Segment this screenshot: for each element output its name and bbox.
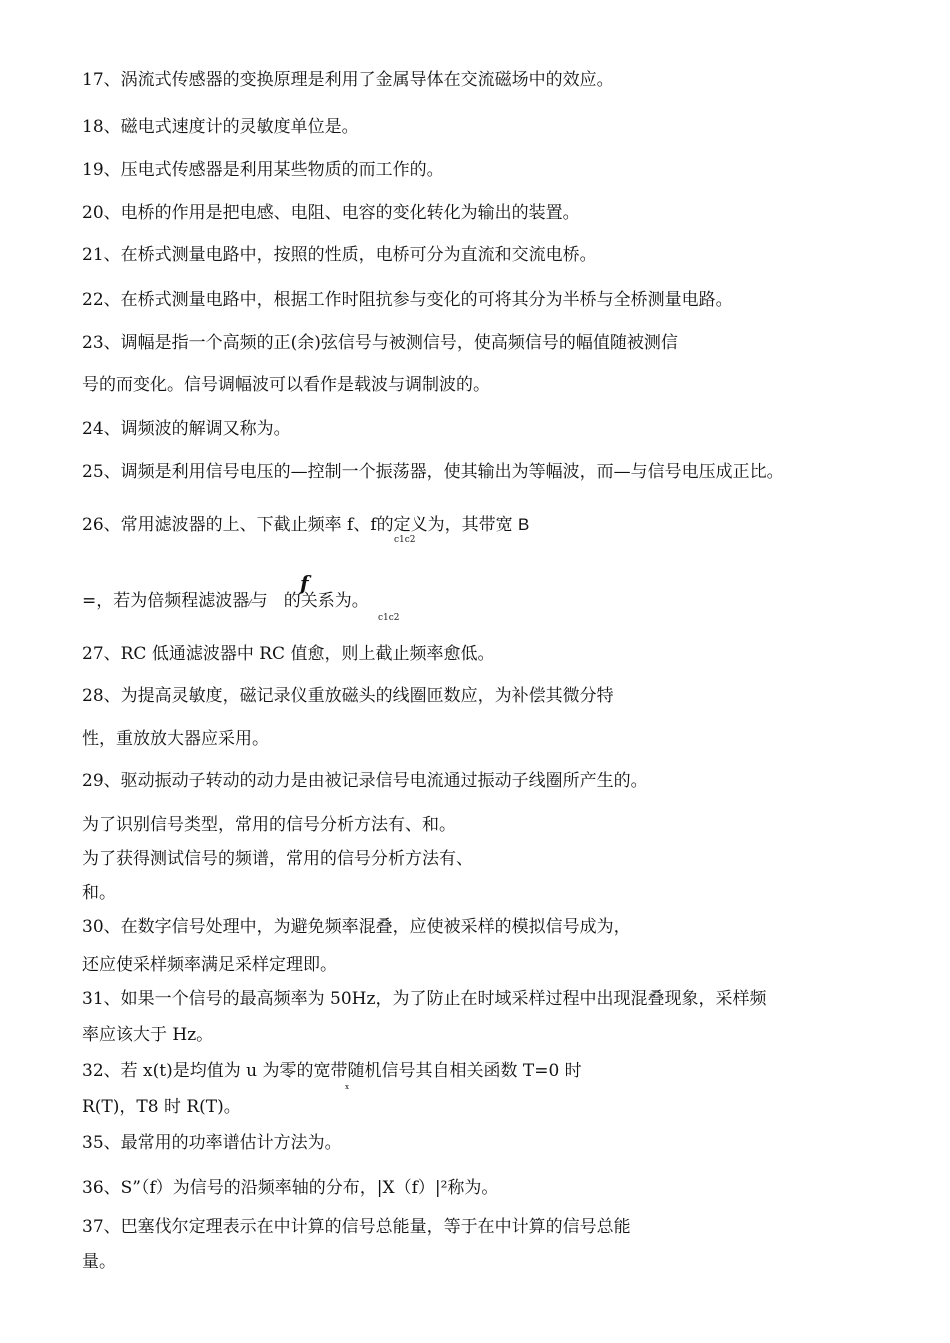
question-23-line-2: 号的而变化。信号调幅波可以看作是载波与调制波的。	[82, 375, 490, 395]
question-26-line-1	[82, 514, 529, 536]
question-35: 35、最常用的功率谱估计方法为。	[82, 1133, 342, 1153]
bandwidth-symbol: B	[518, 515, 530, 534]
paragraph-spectrum-line-1: 为了获得测试信号的频谱，常用的信号分析方法有、	[82, 849, 473, 869]
question-28-line-1: 28、为提高灵敏度，磁记录仪重放磁头的线圈匝数应，为补偿其微分特	[82, 686, 614, 706]
q26-line2-post: 的关系为。	[283, 591, 369, 611]
question-22: 22、在桥式测量电路中，根据工作时阻抗参与变化的可将其分为半桥与全桥测量电路。	[82, 290, 733, 310]
question-17: 17、涡流式传感器的变换原理是利用了金属导体在交流磁场中的效应。	[82, 70, 614, 90]
question-24: 24、调频波的解调又称为。	[82, 419, 291, 439]
question-28-line-2: 性，重放放大器应采用。	[82, 729, 269, 749]
question-32-line-1: 32、若 x(t)是均值为 u 为零的宽带随机信号其自相关函数 T=0 时	[82, 1061, 582, 1081]
question-25: 25、调频是利用信号电压的—控制一个振荡器，使其输出为等幅波，而—与信号电压成正比。	[82, 462, 784, 482]
question-37-line-2: 量。	[82, 1252, 116, 1272]
paragraph-spectrum-line-2: 和。	[82, 883, 116, 903]
question-30-line-2: 还应使采样频率满足采样定理即。	[82, 955, 337, 975]
question-18: 18、磁电式速度计的灵敏度单位是。	[82, 117, 359, 137]
question-20: 20、电桥的作用是把电感、电阻、电容的变化转化为输出的装置。	[82, 203, 580, 223]
question-26-line-2	[82, 590, 369, 615]
cutoff-subscript-1: c1c2	[394, 535, 416, 545]
question-30-line-1: 30、在数字信号处理中，为避免频率混叠，应使被采样的模拟信号成为，	[82, 917, 631, 937]
cutoff-subscript-2: c1c2	[378, 613, 400, 623]
question-23-line-1: 23、调幅是指一个高频的正(余)弦信号与被测信号，使高频信号的幅值随被测信	[82, 333, 678, 353]
x-subscript: x	[345, 1083, 349, 1091]
question-26-text: 26、常用滤波器的上、下截止频率 f、f的定义为，其带宽	[82, 515, 513, 535]
question-21: 21、在桥式测量电路中，按照的性质，电桥可分为直流和交流电桥。	[82, 245, 597, 265]
f-symbol: f	[300, 571, 309, 595]
q26-line2-mid: 与	[250, 591, 268, 611]
question-31-line-1: 31、如果一个信号的最高频率为 50Hz，为了防止在时域采样过程中出现混叠现象，采样频	[82, 989, 767, 1009]
question-31-line-2: 率应该大于 Hz。	[82, 1025, 214, 1045]
question-32-line-2: R(T)，T8 时 R(T)。	[82, 1097, 241, 1117]
question-19: 19、压电式传感器是利用某些物质的而工作的。	[82, 160, 444, 180]
question-36: 36、S”（f）为信号的沿频率轴的分布，|X（f）|²称为。	[82, 1178, 499, 1198]
paragraph-signal-types: 为了识别信号类型，常用的信号分析方法有、和。	[82, 815, 456, 835]
question-29: 29、驱动振动子转动的动力是由被记录信号电流通过振动子线圈所产生的。	[82, 771, 648, 791]
q26-line2-pre: =，若为倍频程滤波器	[82, 591, 250, 611]
question-37-line-1: 37、巴塞伐尔定理表示在中计算的信号总能量，等于在中计算的信号总能	[82, 1217, 631, 1237]
q26-fraction-mark: ⁄	[249, 599, 251, 609]
question-27: 27、RC 低通滤波器中 RC 值愈，则上截止频率愈低。	[82, 644, 495, 664]
